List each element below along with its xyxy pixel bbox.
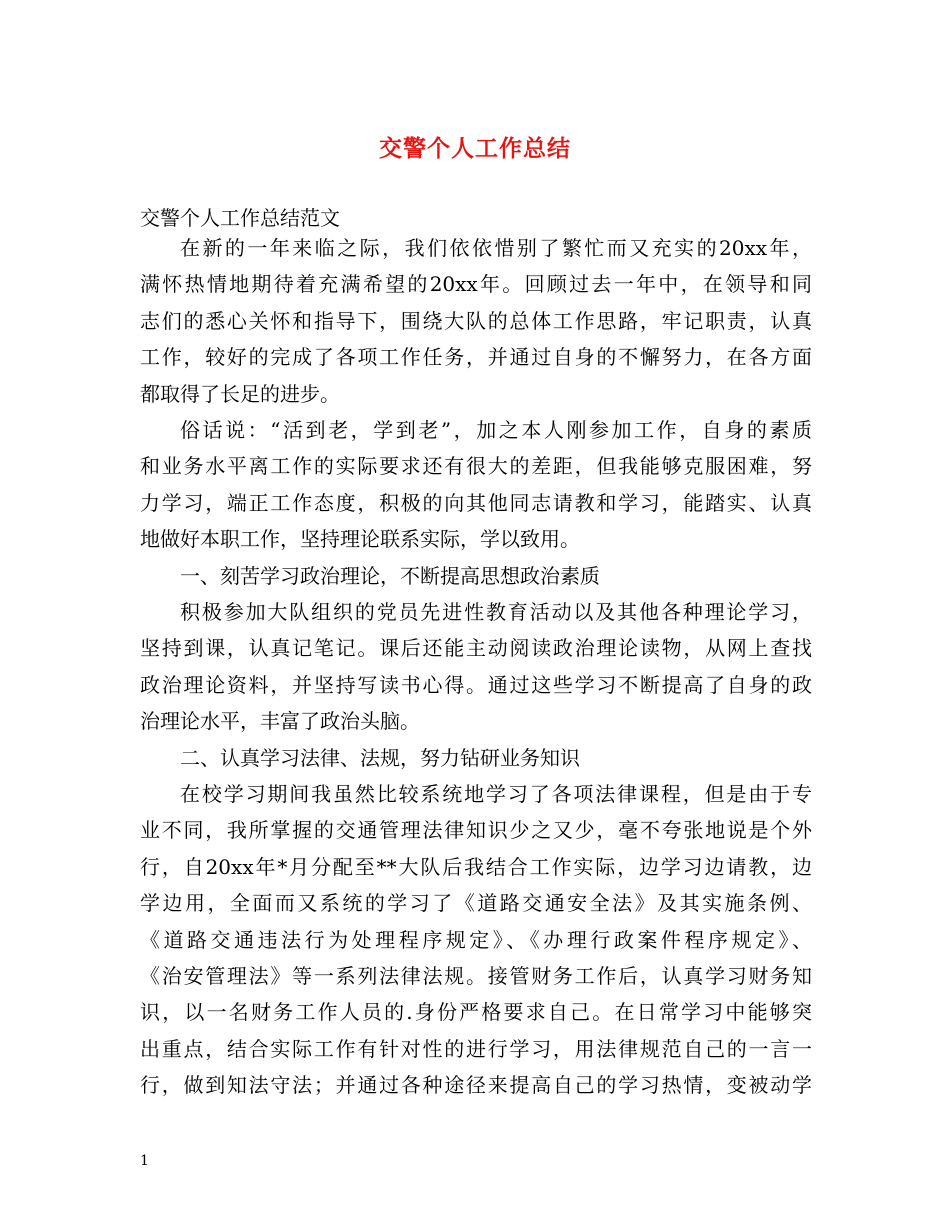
body-line: 和业务水平离工作的实际要求还有很大的差距，但我能够克服困难，努 (140, 454, 812, 479)
document-title: 交警个人工作总结 (379, 135, 571, 162)
body-line: 政治理论资料，并坚持写读书心得。通过这些学习不断提高了自身的政 (140, 672, 812, 697)
body-line: 志们的悉心关怀和指导下，围绕大队的总体工作思路，牢记职责，认真 (140, 308, 812, 333)
body-line: 出重点，结合实际工作有针对性的进行学习，用法律规范自己的一言一 (140, 1036, 812, 1061)
body-line: 在校学习期间我虽然比较系统地学习了各项法律课程，但是由于专 (180, 782, 812, 806)
body-line: 业不同，我所掌握的交通管理法律知识少之又少，毫不夸张地说是个外 (140, 818, 812, 843)
body-line: 积极参加大队组织的党员先进性教育活动以及其他各种理论学习， (180, 600, 812, 624)
page-number: 1 (140, 1153, 149, 1169)
body-line: 行，做到知法守法；并通过各种途径来提高自己的学习热情，变被动学 (140, 1073, 812, 1098)
body-line: 工作，较好的完成了各项工作任务，并通过自身的不懈努力，在各方面 (140, 345, 812, 370)
body-line: 学边用，全面而又系统的学习了《道路交通安全法》及其实施条例、 (140, 891, 812, 916)
body-line: 《治安管理法》等一系列法律法规。接管财务工作后，认真学习财务知 (140, 964, 812, 988)
body-line: 行，自20xx年*月分配至**大队后我结合工作实际，边学习边请教，边 (140, 854, 812, 879)
body-line: 俗话说：“活到老，学到老”，加之本人刚参加工作，自身的素质 (180, 418, 812, 442)
body-line: 力学习，端正工作态度，积极的向其他同志请教和学习，能踏实、认真 (140, 490, 812, 515)
body-line: 识，以一名财务工作人员的.身份严格要求自己。在日常学习中能够突 (140, 1000, 812, 1025)
body-line: 满怀热情地期待着充满希望的20xx年。回顾过去一年中，在领导和同 (140, 272, 812, 297)
body-line: 都取得了长足的进步。 (140, 381, 340, 406)
body-line: 二、认真学习法律、法规，努力钻研业务知识 (180, 745, 580, 770)
body-line: 地做好本职工作，坚持理论联系实际，学以致用。 (140, 527, 580, 552)
body-line: 治理论水平，丰富了政治头脑。 (140, 709, 420, 734)
body-line: 一、刻苦学习政治理论，不断提高思想政治素质 (180, 563, 600, 588)
body-line: 在新的一年来临之际，我们依依惜别了繁忙而又充实的20xx年， (180, 236, 812, 260)
document-subtitle: 交警个人工作总结范文 (140, 206, 340, 230)
body-line: 《道路交通违法行为处理程序规定》、《办理行政案件程序规定》、 (140, 927, 812, 952)
body-line: 坚持到课，认真记笔记。课后还能主动阅读政治理论读物，从网上查找 (140, 636, 812, 661)
